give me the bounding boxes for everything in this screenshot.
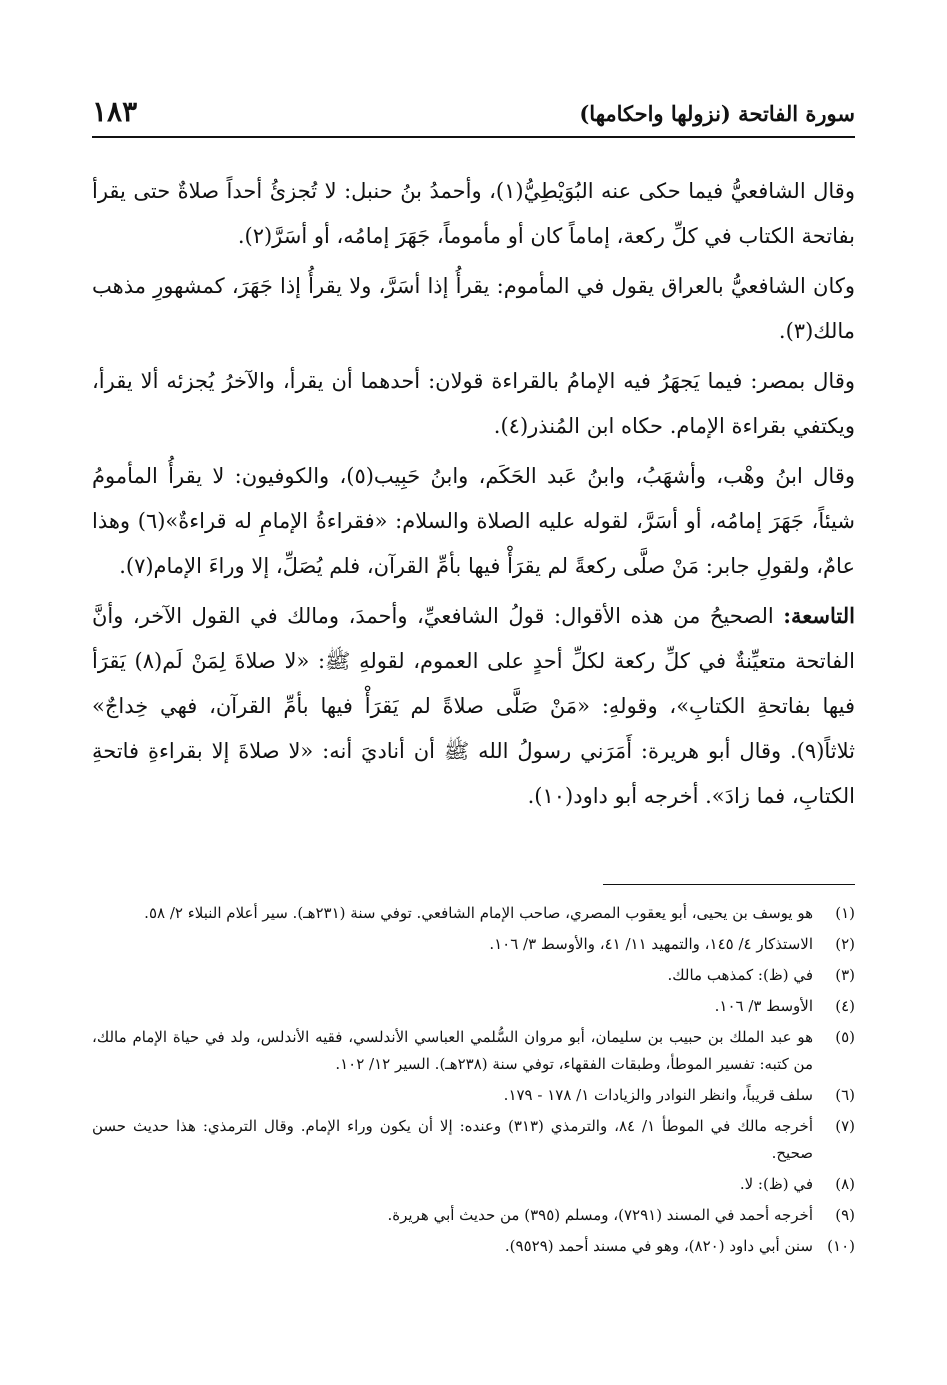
footnote-number: (٤)	[835, 997, 855, 1015]
footnote	[92, 900, 855, 927]
footnote	[92, 1113, 855, 1167]
footnote-separator	[603, 884, 855, 885]
footnote-text: الأوسط ٣/ ١٠٦.	[714, 997, 813, 1015]
footnote	[92, 1171, 855, 1198]
paragraph	[92, 263, 855, 354]
footnote-number: (٨)	[835, 1175, 855, 1193]
paragraph-text: الصحيحُ من هذه الأقوال: قولُ الشافعيِّ، وأحمدَ، ومالك في القول الآخر، وأنَّ الفاتحة متعيِّنةٌ في كلِّ ركعة لكلِّ أحدٍ على العموم، لقولهِ ﷺ: «لا صلاةَ لِمَنْ لَم(٨) يَقرَأ فيها بفاتحةِ الكتابِ»، وقولهِ: «مَنْ صَلَّى صلاةً لم يَقرَأْ فيها بأمِّ القرآن، فهي خِداجٌ» ثلاثاً(٩). وقال أبو هريرة: أَمَرَني رسولُ الله ﷺ أن أناديَ أنه: «لا صلاةَ إلا بقراءةِ فاتحةِ الكتابِ، فما زادَ». أخرجه أبو داود(١٠).	[92, 604, 855, 808]
footnote-text: في (ظ): لا.	[739, 1175, 813, 1193]
footnotes	[92, 900, 855, 1264]
paragraph	[92, 358, 855, 449]
footnote-number: (٢)	[835, 935, 855, 953]
footnote	[92, 993, 855, 1020]
footnote	[92, 1082, 855, 1109]
footnote	[92, 962, 855, 989]
footnote	[92, 931, 855, 958]
page-header	[92, 88, 855, 138]
footnote	[92, 1202, 855, 1229]
footnote-text: هو عبد الملك بن حبيب بن سليمان، أبو مروان السُّلمي العباسي الأندلسي، فقيه الأندلس، ولد في حياة الإمام مالك، من كتبه: تفسير الموطأ، وطبقات الفقهاء، توفي سنة (٢٣٨هـ). السير ١٢/ ١٠٢.	[92, 1028, 813, 1073]
page-number: ١٨٣	[92, 95, 138, 128]
running-title: سورة الفاتحة (نزولها واحكامها)	[579, 101, 855, 126]
paragraph-text: وقال الشافعيُّ فيما حكى عنه البُوَيْطِيُّ(١)، وأحمدُ بنُ حنبل: لا تُجزئُ أحداً صلاةٌ حتى يقرأ بفاتحة الكتاب في كلِّ ركعة، إماماً كان أو مأموماً، جَهَرَ إمامُه، أو أسَرَّ(٢).	[92, 179, 855, 248]
footnote-text: سنن أبي داود (٨٢٠)، وهو في مسند أحمد (٩٥٢٩).	[504, 1237, 813, 1255]
footnote-number: (٦)	[835, 1086, 855, 1104]
footnote	[92, 1024, 855, 1078]
paragraph	[92, 168, 855, 259]
paragraph-text: وكان الشافعيُّ بالعراق يقول في المأموم: يقرأُ إذا أسَرَّ، ولا يقرأُ إذا جَهَرَ، كمشهورِ مذهب مالك(٣).	[92, 274, 855, 343]
paragraph	[92, 453, 855, 589]
footnote-number: (٣)	[835, 966, 855, 984]
paragraph-lead: التاسعة:	[783, 603, 855, 628]
paragraph-text: وقال بمصر: فيما يَجهَرُ فيه الإمامُ بالقراءة قولان: أحدهما أن يقرأ، والآخرُ يُجزئه ألا يقرأ، ويكتفي بقراءة الإمام. حكاه ابن المُنذر(٤).	[92, 369, 855, 438]
main-text	[92, 168, 855, 823]
footnote-text: أخرجه أحمد في المسند (٧٢٩١)، ومسلم (٣٩٥) من حديث أبي هريرة.	[387, 1206, 813, 1224]
paragraph	[92, 593, 855, 819]
footnote-number: (٥)	[835, 1028, 855, 1046]
footnote	[92, 1233, 855, 1260]
footnote-number: (٩)	[835, 1206, 855, 1224]
footnote-number: (١٠)	[827, 1237, 855, 1255]
footnote-text: الاستذكار ٤/ ١٤٥، والتمهيد ١١/ ٤١، والأوسط ٣/ ١٠٦.	[489, 935, 813, 953]
footnote-text: هو يوسف بن يحيى، أبو يعقوب المصري، صاحب الإمام الشافعي. توفي سنة (٢٣١هـ). سير أعلام النبلاء ٢/ ٥٨.	[144, 904, 813, 922]
footnote-text: في (ظ): كمذهب مالك.	[667, 966, 813, 984]
footnote-number: (٧)	[835, 1117, 855, 1135]
footnote-text: سلف قريباً، وانظر النوادر والزيادات ١/ ١٧٨ - ١٧٩.	[503, 1086, 813, 1104]
footnote-number: (١)	[835, 904, 855, 922]
paragraph-text: وقال ابنُ وهْب، وأشهَبُ، وابنُ عَبد الحَكَم، وابنُ حَبِيب(٥)، والكوفيون: لا يقرأُ المأمومُ شيئاً، جَهَرَ إمامُه، أو أسَرَّ، لقوله عليه الصلاة والسلام: «فقراءةُ الإمامِ له قراءةٌ»(٦) وهذا عامٌ، ولقولِ جابر: مَنْ صلَّى ركعةً لم يقرَأْ فيها بأمِّ القرآن، فلم يُصَلِّ، إلا وراءَ الإمام(٧).	[92, 464, 856, 578]
footnote-text: أخرجه مالك في الموطأ ١/ ٨٤، والترمذي (٣١٣) وعنده: إلا أن يكون وراء الإمام. وقال الترمذي: هذا حديث حسن صحيح.	[92, 1117, 813, 1162]
